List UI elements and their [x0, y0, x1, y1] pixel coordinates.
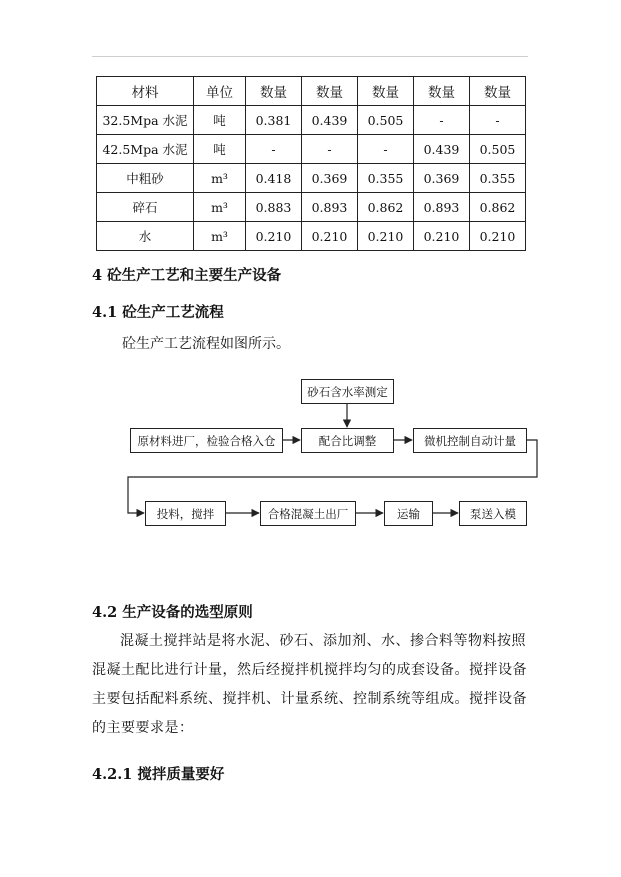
- table-cell: -: [302, 135, 358, 164]
- table-cell: 0.210: [470, 222, 526, 251]
- flow-box-raw-materials: 原材料进厂，检验合格入仓: [130, 428, 283, 453]
- table-cell: 0.893: [414, 193, 470, 222]
- flow-box-metering: 微机控制自动计量: [413, 428, 527, 453]
- table-cell: 0.505: [358, 106, 414, 135]
- table-cell: 中粗砂: [97, 164, 194, 193]
- table-cell: 0.355: [470, 164, 526, 193]
- table-cell: 0.210: [414, 222, 470, 251]
- table-cell: 0.862: [470, 193, 526, 222]
- table-cell: 0.893: [302, 193, 358, 222]
- flow-intro-text: 砼生产工艺流程如图所示。: [122, 336, 290, 352]
- table-cell: 0.210: [302, 222, 358, 251]
- table-cell: 0.369: [414, 164, 470, 193]
- section-4-1-heading: 4.1 砼生产工艺流程: [92, 304, 224, 321]
- table-cell: 0.381: [246, 106, 302, 135]
- table-cell: 0.418: [246, 164, 302, 193]
- table-cell: m³: [194, 164, 246, 193]
- flow-box-pump: 泵送入模: [459, 501, 527, 526]
- table-header-cell: 数量: [414, 77, 470, 106]
- section-4-2-paragraph: 混凝土搅拌站是将水泥、砂石、添加剂、水、掺合料等物料按照混凝土配比进行计量，然后经搅拌机搅拌均匀的成套设备。搅拌设备主要包括配料系统、搅拌机、计量系统、控制系统等组成。搅拌设备的主要要求是：: [92, 633, 527, 736]
- flow-box-qualified-output: 合格混凝土出厂: [260, 501, 356, 526]
- table-cell: -: [414, 106, 470, 135]
- flow-box-transport: 运输: [384, 501, 433, 526]
- flow-box-mix-ratio: 配合比调整: [301, 428, 394, 453]
- flow-box-moisture: 砂石含水率测定: [301, 379, 394, 404]
- table-header-cell: 数量: [470, 77, 526, 106]
- section-4-heading: 4 砼生产工艺和主要生产设备: [92, 267, 282, 284]
- table-cell: 吨: [194, 106, 246, 135]
- table-cell: 0.439: [302, 106, 358, 135]
- table-cell: 0.210: [246, 222, 302, 251]
- table-cell: 0.439: [414, 135, 470, 164]
- table-cell: 0.505: [470, 135, 526, 164]
- table-cell: 0.369: [302, 164, 358, 193]
- table-header-cell: 数量: [358, 77, 414, 106]
- table-cell: 水: [97, 222, 194, 251]
- table-cell: 0.355: [358, 164, 414, 193]
- table-cell: -: [358, 135, 414, 164]
- table-header-cell: 数量: [246, 77, 302, 106]
- table-cell: -: [246, 135, 302, 164]
- table-header-cell: 单位: [194, 77, 246, 106]
- flow-box-feeding: 投料，搅拌: [145, 501, 226, 526]
- table-cell: m³: [194, 193, 246, 222]
- section-4-2-1-heading: 4.2.1 搅拌质量要好: [92, 766, 225, 783]
- table-cell: 吨: [194, 135, 246, 164]
- table-cell: 0.883: [246, 193, 302, 222]
- table-cell: -: [470, 106, 526, 135]
- table-cell: 碎石: [97, 193, 194, 222]
- table-cell: 42.5Mpa 水泥: [97, 135, 194, 164]
- table-header-cell: 材料: [97, 77, 194, 106]
- table-cell: 32.5Mpa 水泥: [97, 106, 194, 135]
- table-header-cell: 数量: [302, 77, 358, 106]
- table-cell: 0.210: [358, 222, 414, 251]
- section-4-2-heading: 4.2 生产设备的选型原则: [92, 604, 253, 621]
- table-cell: m³: [194, 222, 246, 251]
- table-cell: 0.862: [358, 193, 414, 222]
